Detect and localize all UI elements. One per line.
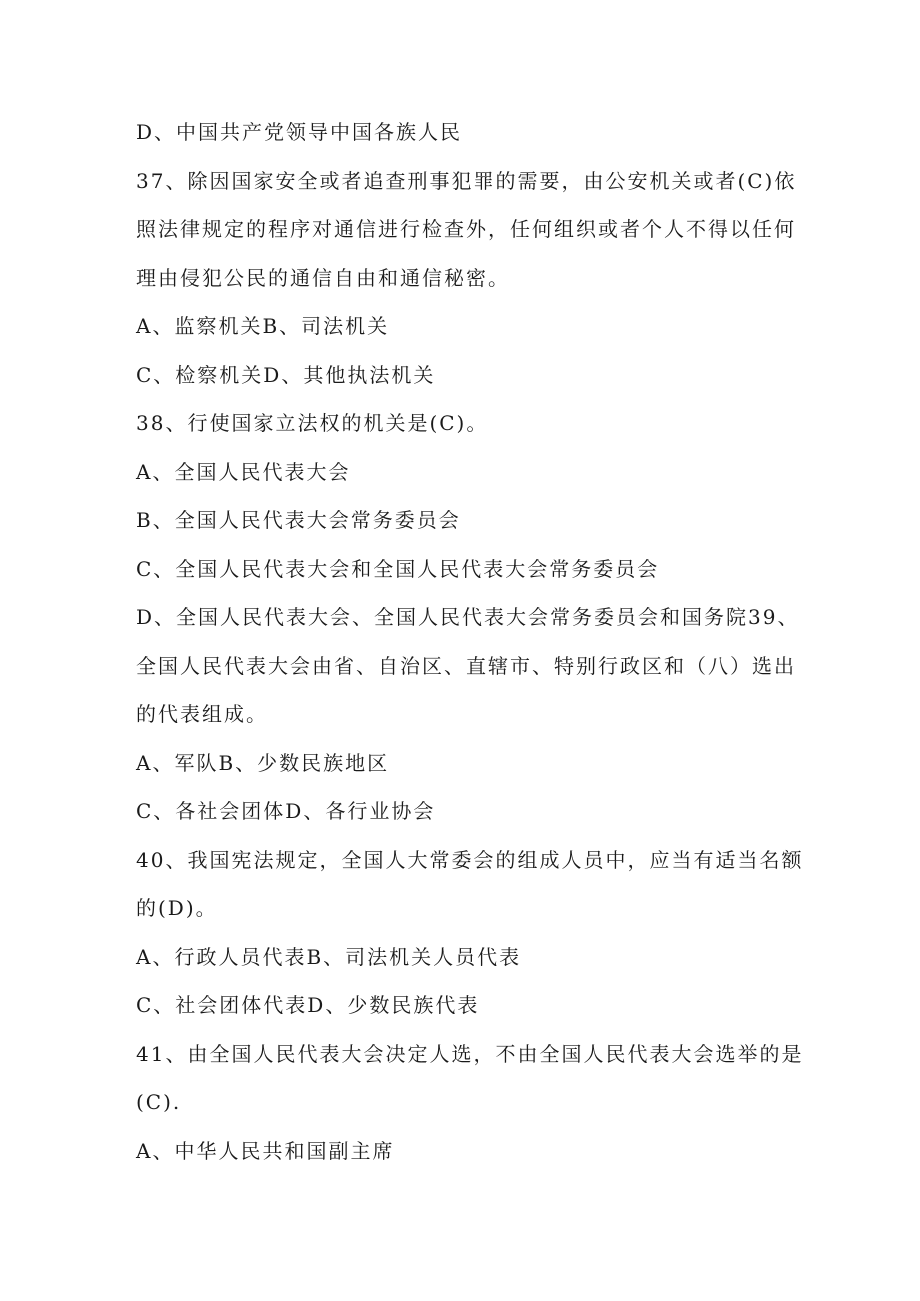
- options-cd-q39: C、各社会团体D、各行业协会: [136, 799, 436, 823]
- question-37-line-3: 理由侵犯公民的通信自由和通信秘密。: [136, 265, 510, 290]
- option-b-q38: B、全国人民代表大会常务委员会: [136, 508, 461, 532]
- options-cd-q40: C、社会团体代表D、少数民族代表: [136, 993, 480, 1017]
- option-c-q38: C、全国人民代表大会和全国人民代表大会常务委员会: [136, 556, 660, 581]
- question-41-line-2: (C).: [136, 1090, 182, 1114]
- question-40-line-1: 40、我国宪法规定，全国人大常委会的组成人员中，应当有适当名额: [136, 847, 804, 872]
- options-cd-q37: C、检察机关D、其他执法机关: [136, 362, 436, 387]
- question-39-line-2: 的代表组成。: [136, 702, 268, 726]
- question-41-line-1: 41、由全国人民代表大会决定人选，不由全国人民代表大会选举的是: [136, 1041, 804, 1066]
- question-40-line-2: 的(D)。: [136, 896, 218, 920]
- question-38: 38、行使国家立法权的机关是(C)。: [136, 411, 489, 435]
- options-ab-q39: A、军队B、少数民族地区: [136, 750, 390, 775]
- question-37-line-2: 照法律规定的程序对通信进行检查外，任何组织或者个人不得以任何: [136, 217, 796, 241]
- option-d-q36: D、中国共产党领导中国各族人民: [136, 120, 463, 144]
- question-39-line-1: 全国人民代表大会由省、自治区、直辖市、特别行政区和（八）选出: [136, 653, 796, 678]
- option-a-q38: A、全国人民代表大会: [136, 459, 351, 484]
- question-37-line-1: 37、除因国家安全或者追查刑事犯罪的需要，由公安机关或者(C)依: [136, 168, 797, 193]
- document-body: [136, 108, 804, 1175]
- options-ab-q40: A、行政人员代表B、司法机关人员代表: [136, 944, 522, 969]
- options-ab-q37: A、监察机关B、司法机关: [136, 314, 390, 338]
- option-d-q38: D、全国人民代表大会、全国人民代表大会常务委员会和国务院39、: [136, 605, 800, 629]
- option-a-q41: A、中华人民共和国副主席: [136, 1138, 395, 1163]
